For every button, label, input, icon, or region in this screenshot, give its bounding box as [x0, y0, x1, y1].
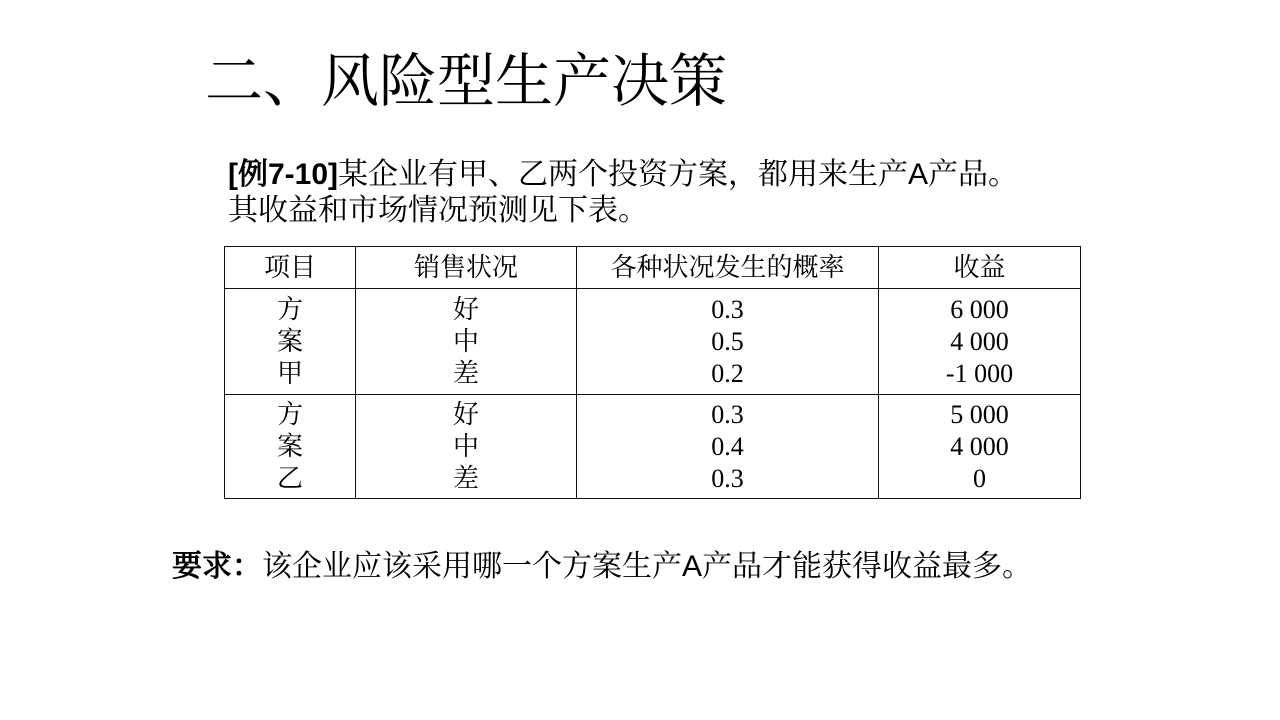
condition-cell: [356, 289, 577, 395]
slide-title: 二、风险型生产决策: [205, 49, 728, 114]
plan-cell: [225, 395, 356, 499]
header-cell-return: 收益: [879, 247, 1081, 289]
requirement-line: [172, 549, 1032, 585]
header-cell-sales-condition: 销售状况: [356, 247, 577, 289]
probability-value: 0.5: [711, 326, 744, 356]
example-text: 某企业有甲、乙两个投资方案，都用来生产A产品。: [338, 158, 1019, 191]
condition-label: 好: [452, 399, 479, 429]
plan-name: 方案乙: [276, 399, 303, 493]
return-value: -1 000: [945, 358, 1014, 388]
example-label: [例7-10]: [228, 158, 339, 191]
example-line-1: [228, 157, 1018, 193]
probability-cell: [577, 395, 879, 499]
plan-cell: [225, 289, 356, 395]
condition-label: 中: [452, 326, 479, 356]
return-value: 4 000: [950, 326, 1009, 356]
condition-label: 差: [452, 358, 479, 388]
probability-value: 0.3: [711, 463, 744, 493]
probability-value: 0.3: [711, 294, 744, 324]
return-value: 0: [973, 463, 986, 493]
requirement-label: 要求：: [172, 550, 262, 583]
header-cell-probability: 各种状况发生的概率: [577, 247, 879, 289]
return-value: 6 000: [950, 294, 1009, 324]
return-cell: [879, 395, 1081, 499]
example-line-2: 其收益和市场情况预测见下表。: [228, 194, 648, 227]
probability-cell: [577, 289, 879, 395]
header-cell-item: 项目: [225, 247, 356, 289]
probability-value: 0.3: [711, 399, 744, 429]
return-value: 4 000: [950, 431, 1009, 461]
table-row: [225, 289, 1081, 395]
condition-label: 差: [452, 463, 479, 493]
probability-value: 0.2: [711, 358, 744, 388]
return-value: 5 000: [950, 399, 1009, 429]
example-paragraph: [228, 157, 1018, 229]
return-cell: [879, 289, 1081, 395]
condition-label: 中: [452, 431, 479, 461]
condition-label: 好: [452, 294, 479, 324]
table-header-row: [225, 247, 1081, 289]
decision-table: [224, 246, 1081, 499]
plan-name: 方案甲: [276, 294, 303, 388]
requirement-text: 该企业应该采用哪一个方案生产A产品才能获得收益最多。: [262, 550, 1033, 583]
probability-value: 0.4: [711, 431, 744, 461]
table-row: [225, 395, 1081, 499]
condition-cell: [356, 395, 577, 499]
